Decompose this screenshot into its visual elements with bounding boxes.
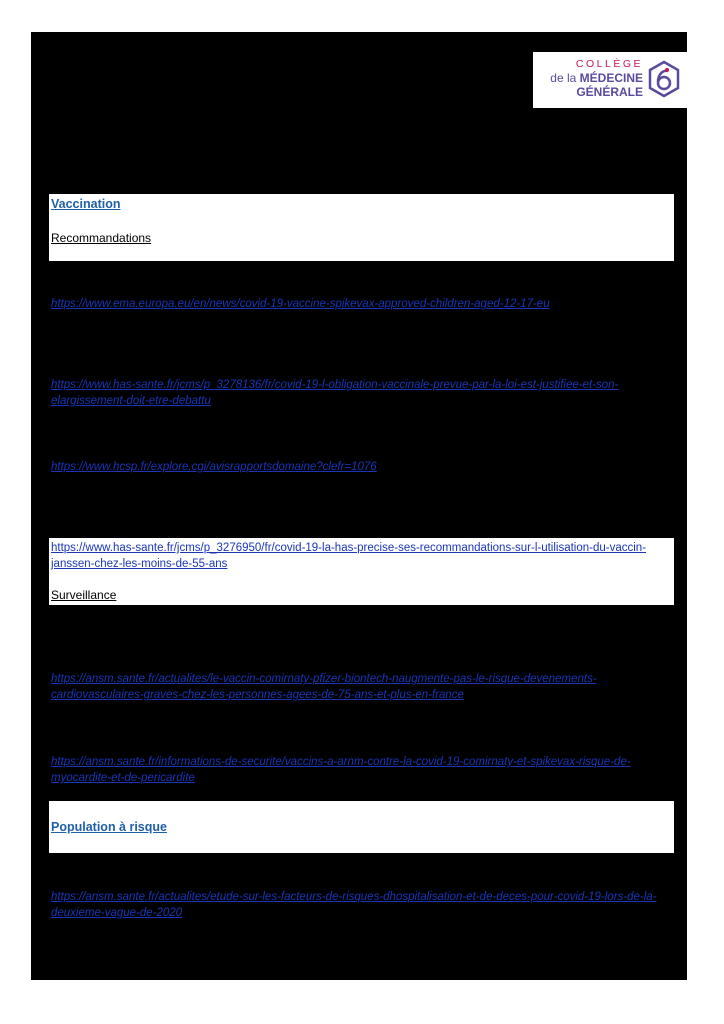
population-section-header <box>49 801 674 853</box>
link-ansm-comirnaty[interactable]: https://ansm.sante.fr/actualites/le-vaccin-comirnaty-pfizer-biontech-naugmente-pas-le-risque-devenements-cardiovasculaires-graves-chez-les-personnes-agees-de-75-ans-et-plus-en-france <box>51 673 597 701</box>
link-has-obligation-vaccinale[interactable]: https://www.has-sante.fr/jcms/p_3278136/fr/covid-19-l-obligation-vaccinale-prevue-par-la-loi-est-justifiee-et-son-elargissement-doit-etre-debattu <box>51 379 619 407</box>
college-medecine-generale-logo <box>533 52 688 108</box>
link-ansm-myocardite[interactable]: https://ansm.sante.fr/informations-de-securite/vaccins-a-arnm-contre-la-covid-19-comirnaty-et-spikevax-risque-de-myocardite-et-de-pericardite <box>51 756 631 784</box>
population-title: Population à risque <box>51 820 167 834</box>
link-hcsp-avis[interactable]: https://www.hcsp.fr/explore.cgi/avisrapportsdomaine?clefr=1076 <box>51 461 377 473</box>
vaccination-section-header <box>49 194 674 261</box>
logo-line2-prefix: de la <box>550 71 580 85</box>
logo-text <box>539 57 643 99</box>
logo-hexagon-icon <box>647 60 681 98</box>
logo-line3: GÉNÉRALE <box>576 85 643 99</box>
link-ema-spikevax[interactable]: https://www.ema.europa.eu/en/news/covid-19-vaccine-spikevax-approved-children-aged-12-17-eu <box>51 298 550 310</box>
logo-line1: COLLÈGE <box>575 58 643 70</box>
link-has-janssen[interactable]: https://www.has-sante.fr/jcms/p_3276950/fr/covid-19-la-has-precise-ses-recommandations-sur-l-utilisation-du-vaccin-janssen-chez-les-moins-de-55-ans <box>51 542 647 570</box>
logo-line2-bold: MÉDECINE <box>579 71 643 85</box>
recommandations-label: Recommandations <box>51 231 152 245</box>
link-ansm-facteurs-risques[interactable]: https://ansm.sante.fr/actualites/etude-sur-les-facteurs-de-risques-dhospitalisation-et-de-deces-pour-covid-19-lors-de-la-deuxieme-vague-de-2020 <box>51 891 657 919</box>
logo-line2 <box>539 71 643 85</box>
vaccination-title: Vaccination <box>51 197 121 211</box>
surveillance-section-header <box>49 538 674 605</box>
surveillance-label: Surveillance <box>51 588 117 602</box>
